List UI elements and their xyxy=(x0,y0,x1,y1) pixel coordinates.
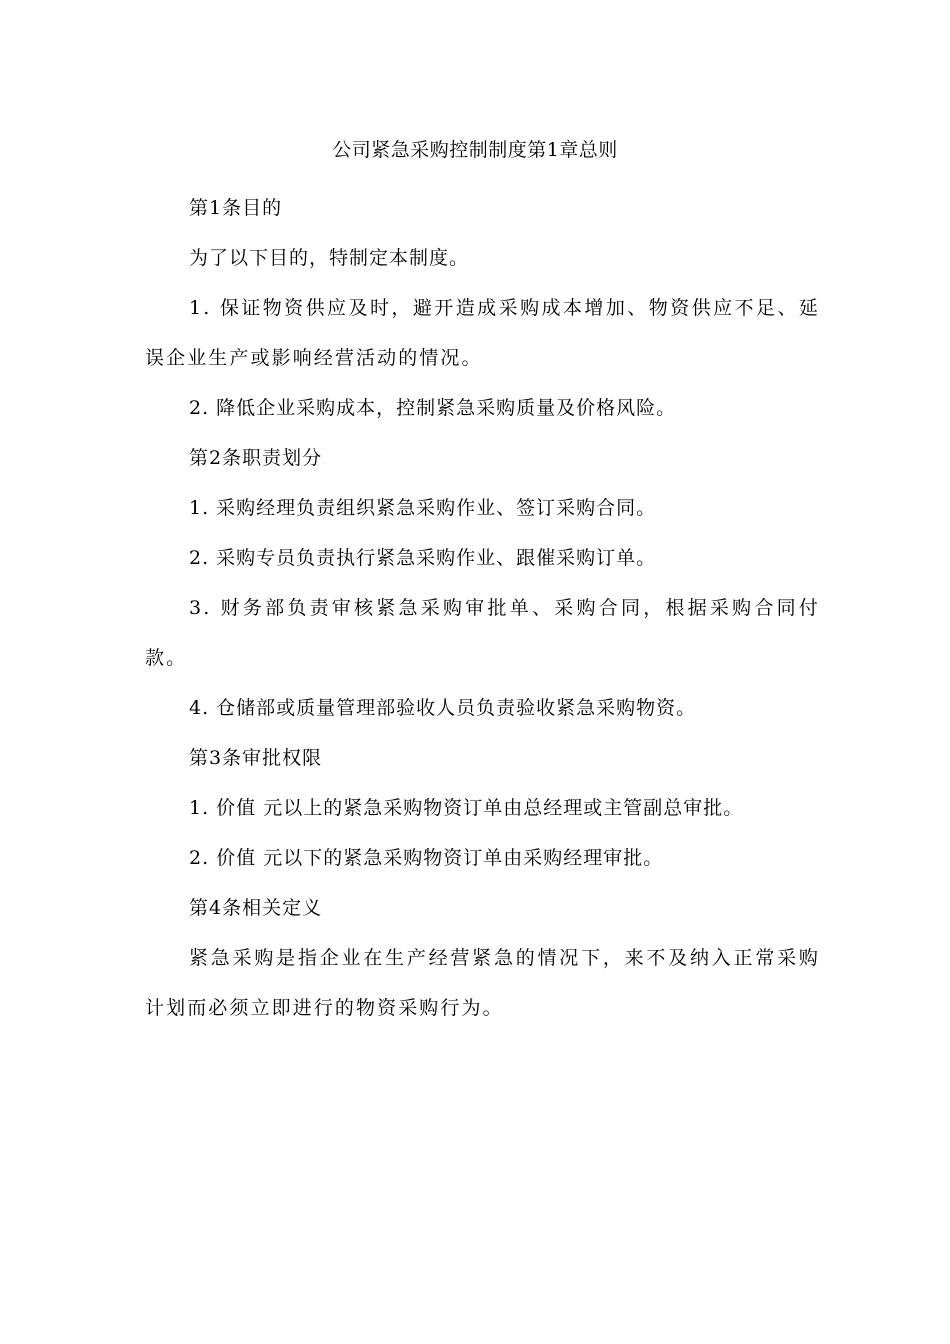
paragraph-definition: 紧急采购是指企业在生产经营紧急的情况下，来不及纳入正常采购计划而必须立即进行的物资采购行为。 xyxy=(145,947,820,1019)
article-2-heading: 第2条职责划分 xyxy=(189,447,323,469)
paragraph-duty-item-4: 4. 仓储部或质量管理部验收人员负责验收紧急采购物资。 xyxy=(189,697,697,719)
document-title: 公司紧急采购控制制度第1章总则 xyxy=(332,139,618,161)
paragraph-purpose-intro: 为了以下目的，特制定本制度。 xyxy=(189,247,470,269)
paragraph-duty-item-2: 2. 采购专员负责执行紧急采购作业、跟催采购订单。 xyxy=(189,547,657,569)
paragraph-approval-item-2: 2. 价值 元以下的紧急采购物资订单由采购经理审批。 xyxy=(189,847,664,869)
article-1-heading: 第1条目的 xyxy=(189,197,283,219)
paragraph-purpose-item-1: 1. 保证物资供应及时，避开造成采购成本增加、物资供应不足、延误企业生产或影响经营活动的情况。 xyxy=(145,297,820,369)
paragraph-duty-item-3: 3. 财务部负责审核紧急采购审批单、采购合同，根据采购合同付款。 xyxy=(145,597,820,669)
paragraph-duty-item-1: 1. 采购经理负责组织紧急采购作业、签订采购合同。 xyxy=(189,497,657,519)
paragraph-purpose-item-2: 2. 降低企业采购成本，控制紧急采购质量及价格风险。 xyxy=(189,397,677,419)
article-4-heading: 第4条相关定义 xyxy=(189,897,323,919)
article-3-heading: 第3条审批权限 xyxy=(189,747,323,769)
paragraph-approval-item-1: 1. 价值 元以上的紧急采购物资订单由总经理或主管副总审批。 xyxy=(189,797,744,819)
